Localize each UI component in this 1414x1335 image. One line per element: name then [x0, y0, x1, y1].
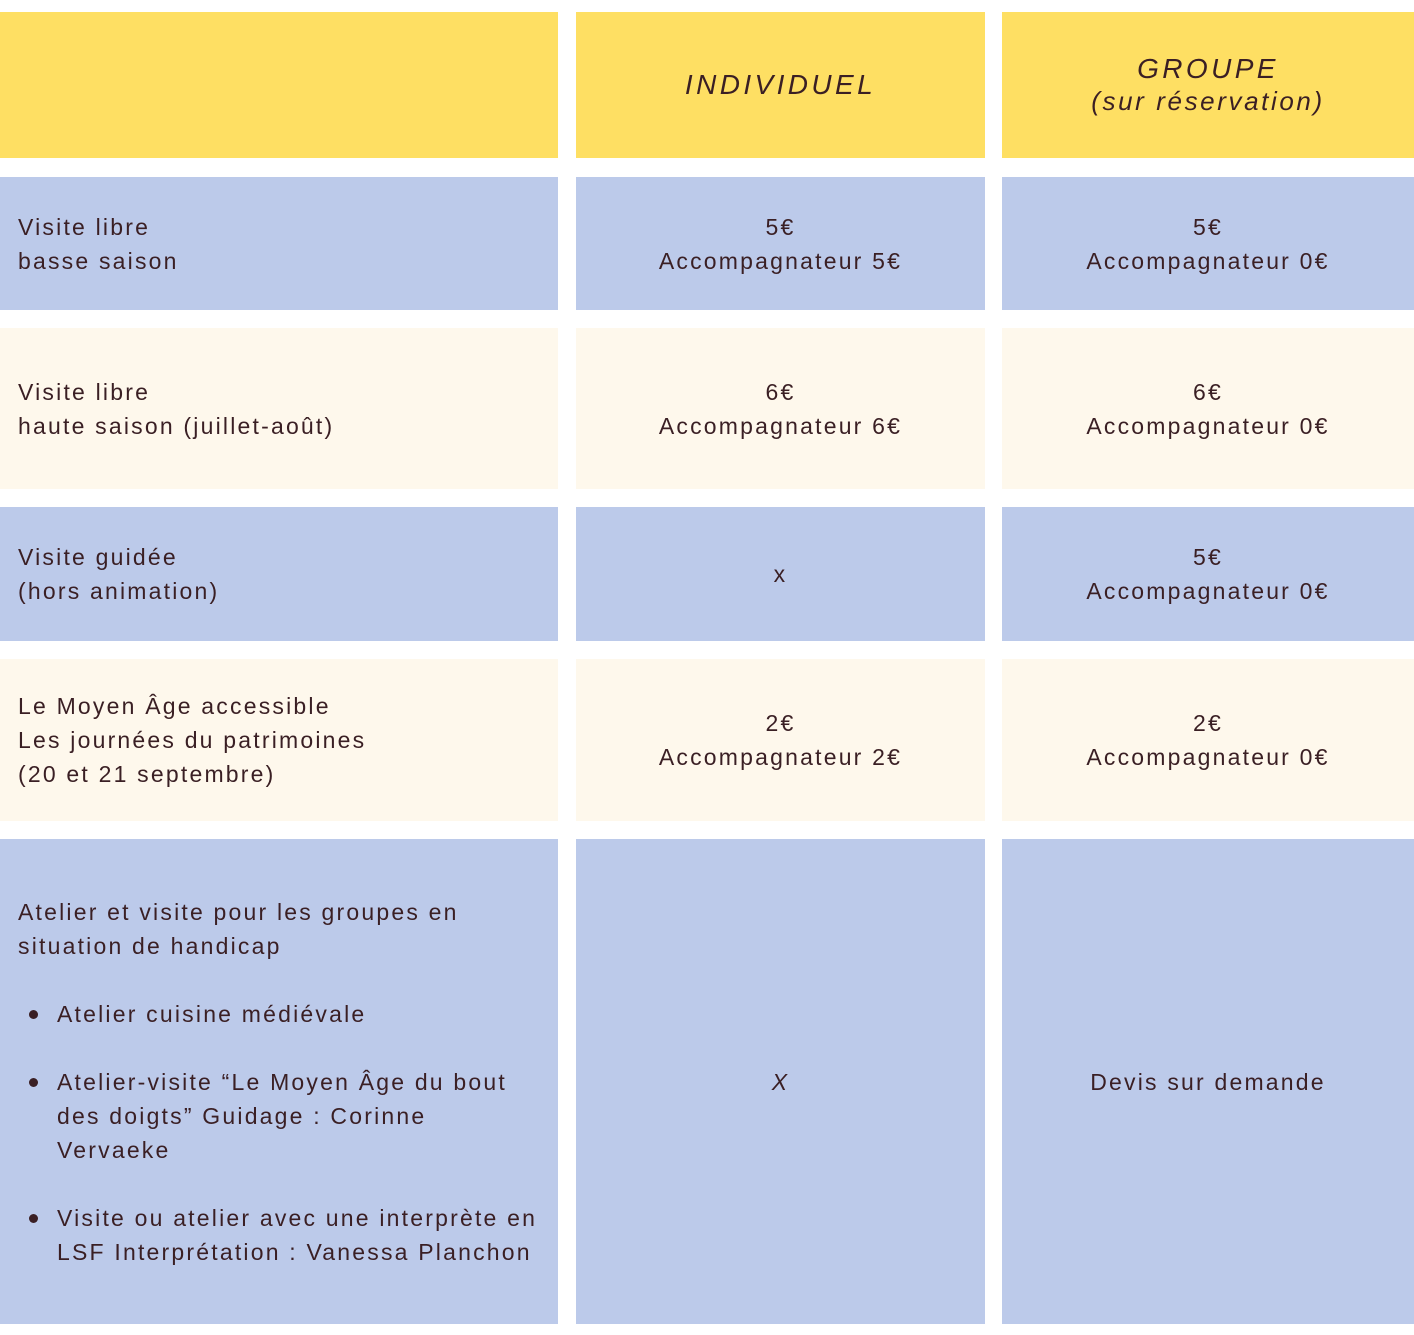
price-companion: Accompagnateur 0€ [1086, 744, 1330, 770]
price-groupe [1002, 177, 1414, 310]
price-companion: Accompagnateur 5€ [658, 247, 903, 274]
price-value: 2€ [765, 710, 796, 736]
row-label-atelier-handicap [0, 839, 558, 1324]
row-label-moyen-age-accessible [0, 659, 558, 821]
list-item: Atelier cuisine médiévale [18, 997, 542, 1031]
list-item: Visite ou atelier avec une interprète en LSF Interprétation : Vanessa Planchon [18, 1201, 542, 1269]
row-label-line: basse saison [18, 247, 179, 274]
header-individuel [576, 12, 985, 158]
price-individuel [576, 659, 985, 821]
row-label-intro: Atelier et visite pour les groupes en situation de handicap [18, 898, 459, 959]
price-companion: Accompagnateur 2€ [658, 744, 903, 770]
price-value: 2€ [1193, 710, 1223, 736]
price-quote: Devis sur demande [1090, 1068, 1326, 1095]
row-label-visite-guidee [0, 507, 558, 641]
row-label-visite-libre-basse [0, 177, 558, 310]
row-label-line: Visite libre [18, 213, 151, 240]
row-label-line: Les journées du patrimoines [18, 727, 367, 753]
price-individuel [576, 328, 985, 489]
row-label-visite-libre-haute [0, 328, 558, 489]
price-individuel [576, 839, 985, 1324]
activity-list [18, 963, 542, 1269]
price-companion: Accompagnateur 0€ [1086, 247, 1330, 274]
price-groupe [1002, 839, 1414, 1324]
price-individuel [576, 507, 985, 641]
header-individuel-label: INDIVIDUEL [684, 69, 877, 100]
price-companion: Accompagnateur 0€ [1086, 412, 1330, 439]
price-not-available: X [771, 1068, 790, 1095]
price-groupe [1002, 507, 1414, 641]
row-label-line: Le Moyen Âge accessible [18, 693, 331, 719]
header-groupe-label: GROUPE [1137, 53, 1279, 84]
row-label-line: Visite libre [18, 378, 151, 405]
price-value: 6€ [1193, 378, 1223, 405]
header-empty-cell [0, 12, 558, 158]
header-groupe-sublabel: (sur réservation) [1091, 86, 1325, 116]
header-groupe [1002, 12, 1414, 158]
row-label-line: Visite guidée [18, 544, 178, 570]
price-groupe [1002, 328, 1414, 489]
row-label-line: (hors animation) [18, 578, 220, 604]
price-value: 5€ [765, 213, 796, 240]
price-companion: Accompagnateur 0€ [1086, 578, 1330, 604]
row-label-line: haute saison (juillet-août) [18, 412, 335, 439]
price-groupe [1002, 659, 1414, 821]
price-value: 5€ [1193, 213, 1223, 240]
list-item: Atelier-visite “Le Moyen Âge du bout des doigts” Guidage : Corinne Vervaeke [18, 1065, 542, 1167]
price-value: 5€ [1193, 544, 1223, 570]
price-companion: Accompagnateur 6€ [658, 412, 903, 439]
price-not-available: x [773, 561, 788, 587]
price-individuel [576, 177, 985, 310]
row-label-line: (20 et 21 septembre) [18, 761, 276, 787]
price-value: 6€ [765, 378, 796, 405]
